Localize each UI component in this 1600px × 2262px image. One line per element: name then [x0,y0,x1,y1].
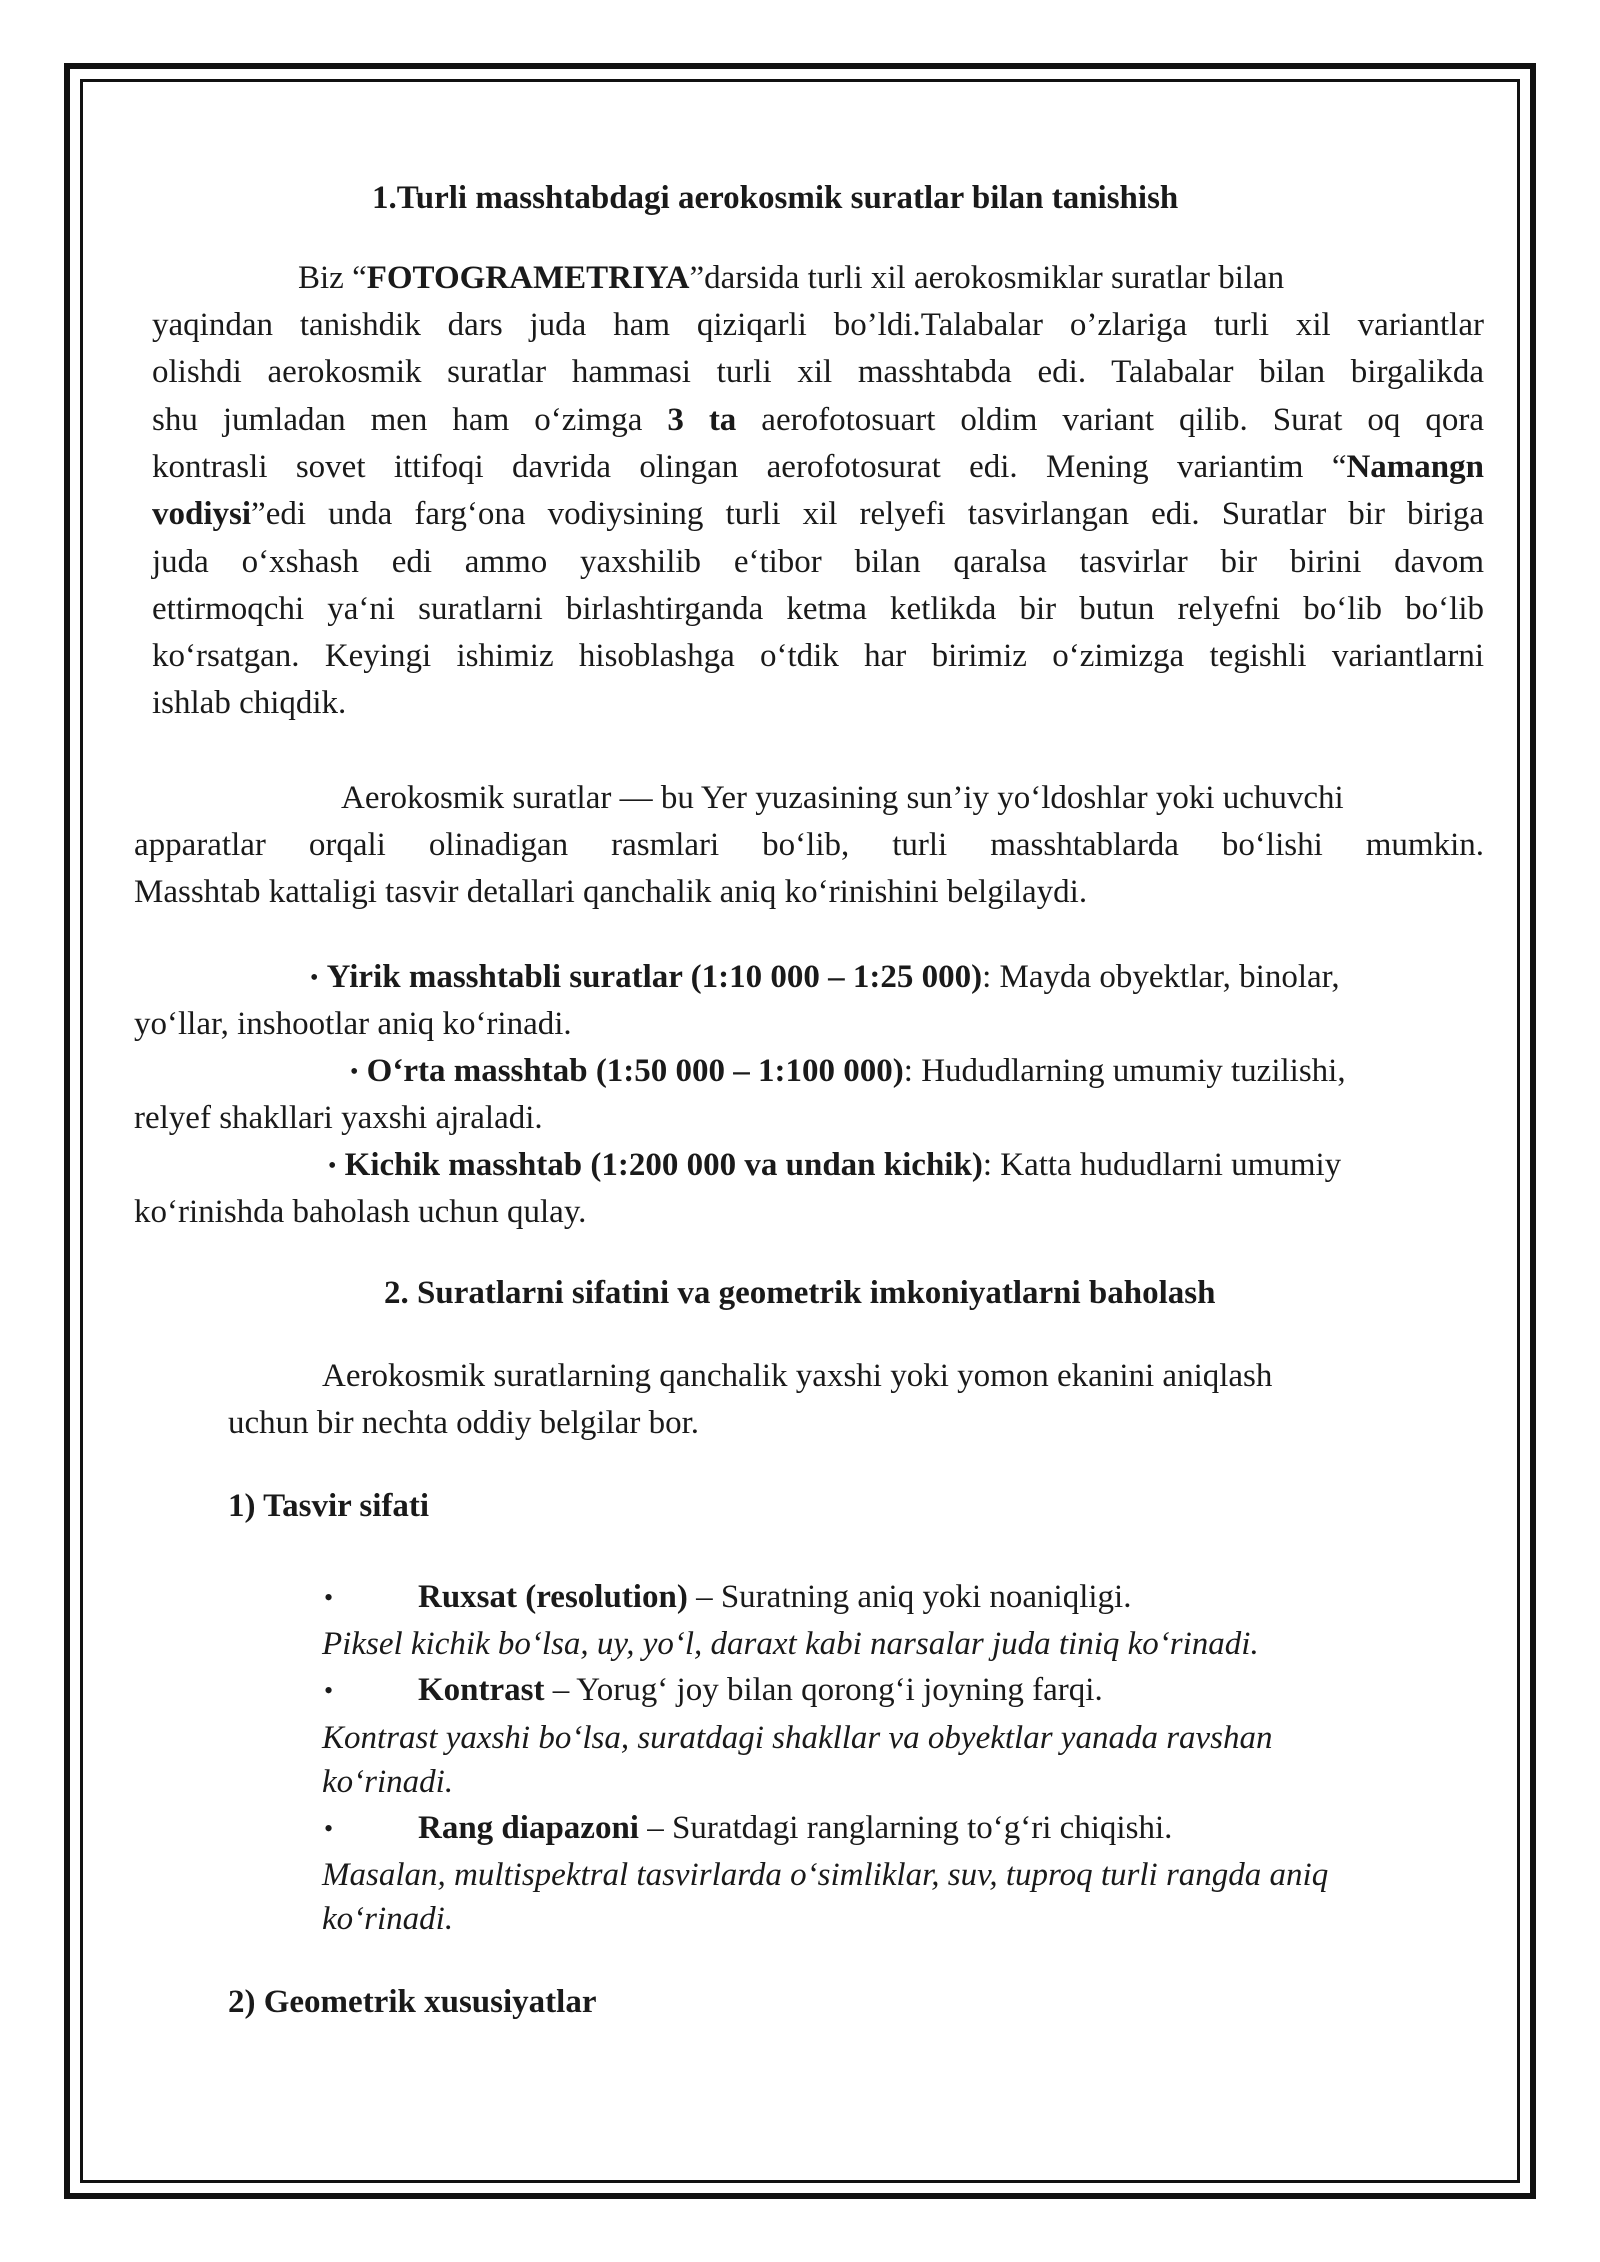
item-contrast-label: Kontrast [418,1672,545,1708]
scale-item-small [328,1143,1341,1188]
p1-line-3: olishdi aerokosmik suratlar hammasi turli xil masshtabda edi. Talabalar bilan birgalikda [152,354,1484,390]
scale-large-desc: : Mayda obyektlar, binolar, [982,959,1340,995]
p1-line-7: juda o‘xshash edi ammo yaxshilib e‘tibor bilan qaralsa tasvirlar bir birini davom [152,544,1484,580]
p1-l4-a: shu jumladan men ham o‘zimga [152,402,668,438]
item-resolution [418,1575,1131,1619]
bullet-icon: • [324,1583,334,1612]
p2-line-3: Masshtab kattaligi tasvir detallari qanchalik aniq ko‘rinishini belgilaydi. [134,874,1088,910]
s2-intro-line-2: uchun bir nechta oddiy belgilar bor. [228,1405,700,1441]
scale-item-large [310,955,1340,1000]
p1-l5-bold: Namangn [1346,449,1484,485]
p1-l1-bold: FOTOGRAMETRIYA [366,260,690,296]
p1-l6-b: ”edi unda farg‘ona vodiysining turli xil relyefi tasvirlangan edi. Suratlar bir biriga [251,496,1484,532]
p1-l1-a: Biz “ [298,260,367,296]
p1-line-9: ko‘rsatgan. Keyingi ishimiz hisoblashga o‘tdik har birimiz o‘zimizga tegishli variantlarni [152,638,1484,674]
p1-l4-c: aerofotosuart oldim variant qilib. Surat oq qora [736,402,1484,438]
p1-l5-a: kontrasli sovet ittifoqi davrida olingan aerofotosurat edi. Mening variantim “ [152,449,1347,485]
p1-line-2: yaqindan tanishdik dars juda ham qiziqarli bo’ldi.Talabalar o’zlariga turli xil variantlar [152,307,1484,343]
p1-line-6 [152,492,1484,536]
item-resolution-label: Ruxsat (resolution) [418,1579,688,1615]
scale-medium-cont: relyef shakllari yaxshi ajraladi. [134,1100,543,1136]
p1-line-4 [152,398,1484,442]
scale-medium-desc: : Hududlarning umumiy tuzilishi, [903,1053,1346,1089]
bullet-icon: • [324,1814,334,1843]
section1-title: 1.Turli masshtabdagi aerokosmik suratlar bilan tanishish [372,180,1179,216]
p2-line-2: apparatlar orqali olinadigan rasmlari bo‘lib, turli masshtablarda bo‘lishi mumkin. [134,827,1484,863]
scale-large-cont: yo‘llar, inshootlar aniq ko‘rinadi. [134,1006,572,1042]
p2-line-1: Aerokosmik suratlar — bu Yer yuzasining sun’iy yo‘ldoshlar yoki uchuvchi [341,780,1344,816]
scale-item-medium [350,1049,1346,1094]
p1-line-10: ishlab chiqdik. [152,685,347,721]
p1-l4-bold: 3 ta [667,402,737,438]
item-contrast-desc: – Yorug‘ joy bilan qorong‘i joyning farqi. [544,1672,1103,1708]
item-color-range-note-1: Masalan, multispektral tasvirlarda o‘simliklar, suv, tuproq turli rangda aniq [322,1857,1329,1893]
scale-medium-label: O‘rta masshtab (1:50 000 – 1:100 000) [366,1053,904,1089]
scale-small-label: Kichik masshtab (1:200 000 va undan kichik) [344,1147,983,1183]
s2-intro-line-1: Aerokosmik suratlarning qanchalik yaxshi yoki yomon ekanini aniqlash [322,1358,1273,1394]
item-resolution-desc: – Suratning aniq yoki noaniqligi. [687,1579,1132,1615]
item-contrast-note-2: ko‘rinadi. [322,1764,454,1800]
item-color-range-desc: – Suratdagi ranglarning to‘g‘ri chiqishi. [638,1810,1173,1846]
subsection-image-quality-title: 1) Tasvir sifati [228,1488,430,1524]
bullet-icon: • [350,1059,359,1085]
p1-l6-bold: vodiysi [152,496,252,532]
item-contrast [418,1668,1103,1712]
bullet-icon: • [324,1676,334,1705]
p1-line-1 [298,256,1284,300]
scale-large-label: Yirik masshtabli suratlar (1:10 000 – 1:25 000) [326,959,983,995]
scale-small-desc: : Katta hududlarni umumiy [982,1147,1342,1183]
item-resolution-note: Piksel kichik bo‘lsa, uy, yo‘l, daraxt kabi narsalar juda tiniq ko‘rinadi. [322,1626,1259,1662]
subsection-geometric-title: 2) Geometrik xususiyatlar [228,1984,597,2020]
item-color-range-note-2: ko‘rinadi. [322,1901,454,1937]
bullet-icon: • [310,965,319,991]
section2-title: 2. Suratlarni sifatini va geometrik imkoniyatlarni baholash [384,1275,1216,1311]
p1-l1-c: ”darsida turli xil aerokosmiklar suratlar bilan [689,260,1285,296]
scale-small-cont: ko‘rinishda baholash uchun qulay. [134,1194,587,1230]
item-color-range-label: Rang diapazoni [418,1810,639,1846]
p1-line-5 [152,445,1484,489]
bullet-icon: • [328,1153,337,1179]
p1-line-8: ettirmoqchi ya‘ni suratlarni birlashtirganda ketma ketlikda bir butun relyefni bo‘lib bo‘lib [152,591,1484,627]
item-contrast-note-1: Kontrast yaxshi bo‘lsa, suratdagi shakllar va obyektlar yanada ravshan [322,1720,1273,1756]
item-color-range [418,1806,1172,1850]
